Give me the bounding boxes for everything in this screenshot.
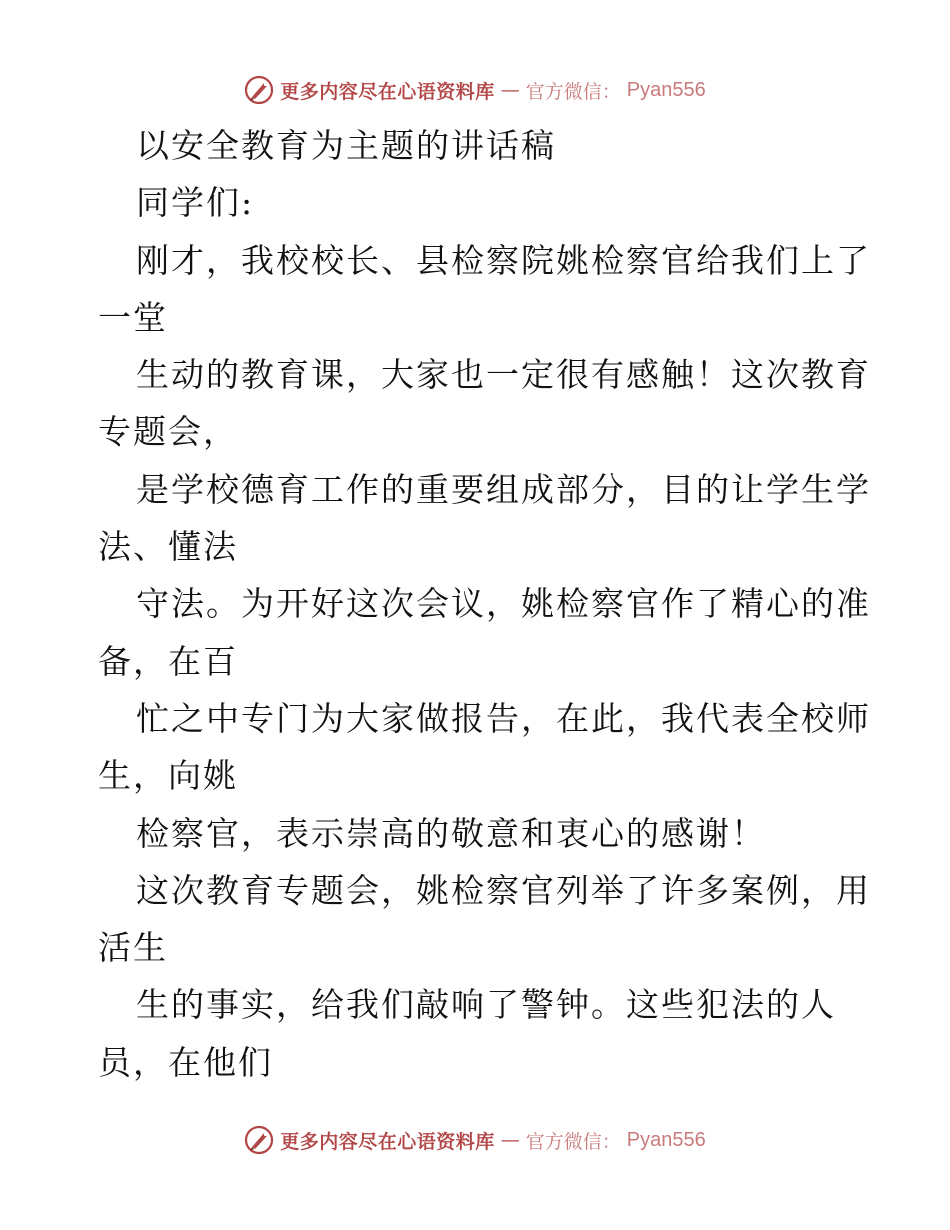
text-line: 这次教育专题会，姚检察官列举了许多案例，用 — [136, 870, 871, 910]
banner-wechat-id: Pyan556 — [626, 78, 706, 101]
banner-wechat-id: Pyan556 — [626, 1128, 706, 1151]
banner-official-label: 官方微信： — [525, 1130, 621, 1153]
text-line: 以安全教育为主题的讲话稿 — [136, 126, 556, 165]
text-line: 忙之中专门为大家做报告，在此，我代表全校师 — [136, 698, 871, 738]
text-line: 员，在他们 — [98, 1042, 273, 1082]
text-line: 一堂 — [98, 297, 168, 337]
text-line: 是学校德育工作的重要组成部分，目的让学生学 — [136, 469, 871, 509]
pen-logo-icon — [244, 75, 274, 105]
banner-dash: — — [500, 79, 520, 101]
text-line: 生的事实，给我们敲响了警钟。这些犯法的人 — [136, 985, 836, 1025]
text-line: 活生 — [98, 928, 168, 968]
text-line: 同学们: — [136, 183, 255, 223]
banner-dash: — — [500, 1129, 520, 1151]
header-banner — [0, 70, 950, 110]
document-body — [98, 117, 871, 1091]
text-line: 专题会， — [98, 412, 238, 452]
banner-official-label: 官方微信： — [525, 80, 621, 103]
text-line: 生动的教育课，大家也一定很有感触！这次教育 — [136, 355, 871, 395]
text-line: 检察官，表示崇高的敬意和衷心的感谢！ — [136, 813, 766, 853]
text-line: 生，向姚 — [98, 756, 238, 796]
footer-banner — [0, 1120, 950, 1160]
text-line: 刚才，我校校长、县检察院姚检察官给我们上了 — [136, 240, 871, 280]
banner-brand-text: 更多内容尽在心语资料库 — [280, 80, 495, 103]
text-line: 备，在百 — [98, 641, 238, 681]
text-line: 守法。为开好这次会议，姚检察官作了精心的准 — [136, 584, 871, 624]
banner-brand-text: 更多内容尽在心语资料库 — [280, 1130, 495, 1153]
text-line: 法、懂法 — [98, 527, 238, 567]
pen-logo-icon — [244, 1125, 274, 1155]
